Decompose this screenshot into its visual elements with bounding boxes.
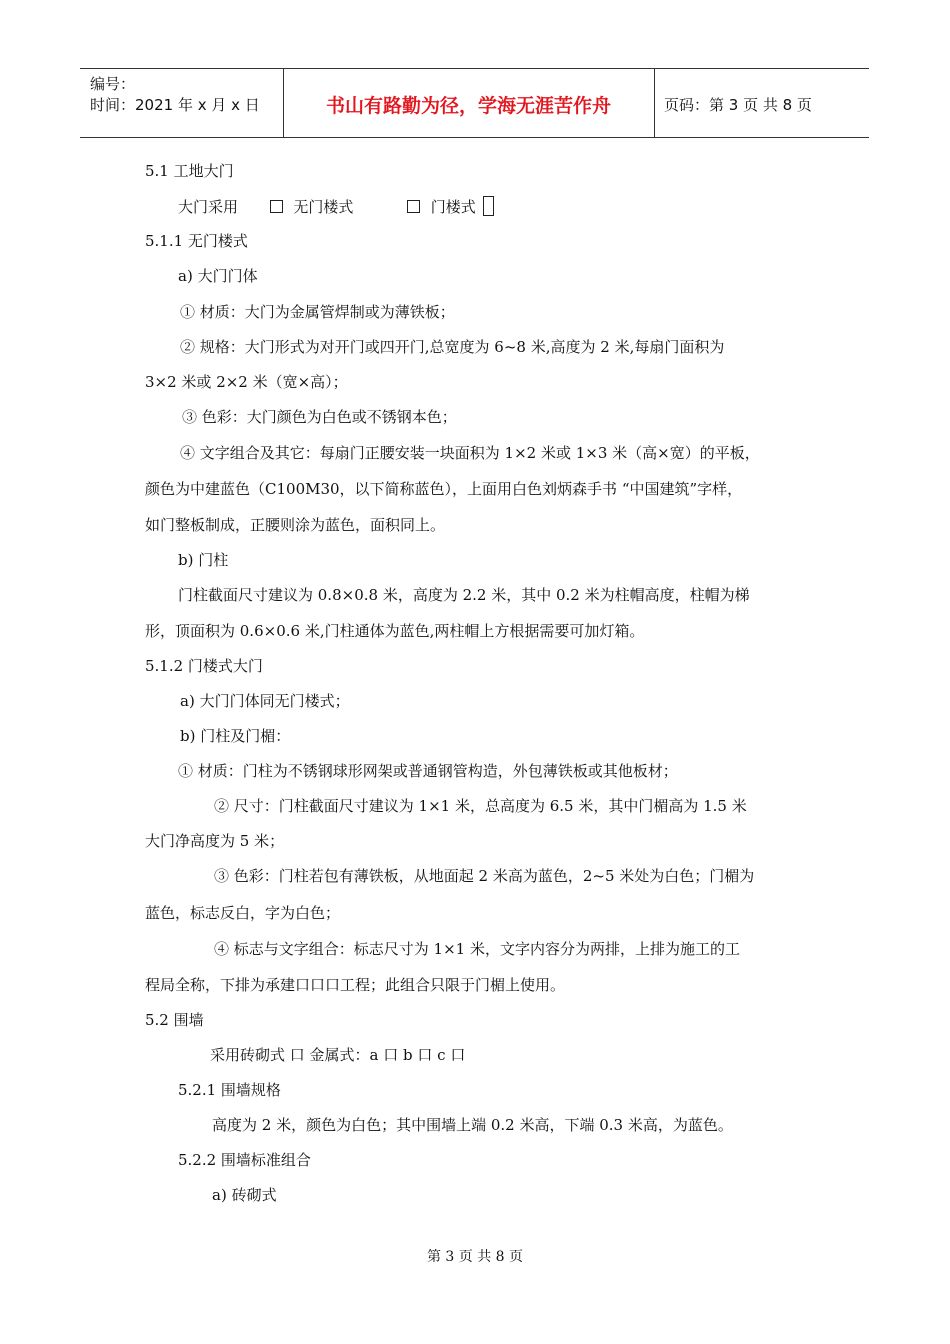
subsection-title-wall-combo: 5.2.2 围墙标准组合: [178, 1151, 311, 1169]
no-tower-item-text-line1: ④ 文字组合及其它：每扇门正腰安装一块面积为 1×2 米或 1×3 米（高×宽）的平板，: [180, 444, 760, 462]
tower-a-line: a) 大门门体同无门楼式；: [180, 692, 350, 710]
document-time: 时间：2021 年 x 月 x 日: [90, 96, 260, 114]
subsection-title-tower: 5.1.2 门楼式大门: [145, 657, 263, 675]
option-label-tower: 门楼式: [430, 198, 476, 216]
tower-item-material: ① 材质：门柱为不锈钢球形网架或普通钢管构造，外包薄铁板或其他板材；: [178, 762, 678, 780]
no-tower-item-text-line3: 如门整板制成，正腰则涂为蓝色，面积同上。: [145, 516, 446, 534]
gate-options-row: [178, 196, 494, 217]
tower-item-logo-line1: ④ 标志与文字组合：标志尺寸为 1×1 米，文字内容分为两排，上排为施工的工: [214, 940, 740, 958]
tower-item-logo-line2: 程局全称，下排为承建口口口工程；此组合只限于门楣上使用。: [145, 976, 566, 994]
wall-options-row: 采用砖砌式 口 金属式：a 口 b 口 c 口: [210, 1046, 466, 1064]
subsection-title-wall-spec: 5.2.1 围墙规格: [178, 1081, 281, 1099]
page-footer: 第 3 页 共 8 页: [426, 1249, 524, 1265]
header-meta-cell: [80, 69, 284, 137]
no-tower-b-title: b) 门柱: [178, 551, 229, 569]
tower-item-color-line2: 蓝色，标志反白，字为白色；: [145, 904, 341, 922]
section-title-wall: 5.2 围墙: [145, 1011, 204, 1029]
tower-item-size-line2: 大门净高度为 5 米；: [145, 832, 285, 850]
checkbox-tower[interactable]: [407, 200, 420, 213]
no-tower-item-material: ① 材质：大门为金属管焊制或为薄铁板；: [180, 303, 455, 321]
header-page-info: 页码：第 3 页 共 8 页: [664, 96, 812, 114]
page-header: [80, 68, 869, 138]
checkbox-no-tower[interactable]: [270, 200, 283, 213]
no-tower-a-title: a) 大门门体: [178, 267, 258, 285]
header-motto-cell: [283, 69, 655, 137]
subsection-title-no-tower: 5.1.1 无门楼式: [145, 232, 248, 250]
tower-b-line: b) 门柱及门楣：: [180, 727, 291, 745]
header-motto: 书山有路勤为径，学海无涯苦作舟: [325, 95, 611, 117]
document-number-label: 编号：: [90, 75, 136, 93]
wall-combo-a: a) 砖砌式: [212, 1186, 277, 1204]
tower-item-size-line1: ② 尺寸：门柱截面尺寸建议为 1×1 米，总高度为 6.5 米，其中门楣高为 1.5 米: [214, 797, 747, 815]
gate-adopt-label: 大门采用: [178, 198, 239, 216]
text-cursor-box: [483, 196, 494, 216]
no-tower-item-spec-line2: 3×2 米或 2×2 米（宽×高）；: [145, 373, 348, 391]
header-page-cell: [654, 69, 869, 137]
no-tower-item-text-line2: 颜色为中建蓝色（C100M30，以下简称蓝色），上面用白色刘炳森手书 “中国建筑”字样，: [145, 480, 743, 498]
wall-spec-text: 高度为 2 米，颜色为白色；其中围墙上端 0.2 米高，下端 0.3 米高，为蓝色。: [212, 1116, 733, 1134]
tower-item-color-line1: ③ 色彩：门柱若包有薄铁板，从地面起 2 米高为蓝色，2~5 米处为白色；门楣为: [214, 867, 755, 885]
no-tower-pillar-line1: 门柱截面尺寸建议为 0.8×0.8 米，高度为 2.2 米，其中 0.2 米为柱帽高度，柱帽为梯: [178, 586, 750, 604]
section-title-gate: 5.1 工地大门: [145, 162, 234, 180]
no-tower-pillar-line2: 形，顶面积为 0.6×0.6 米,门柱通体为蓝色,两柱帽上方根据需要可加灯箱。: [145, 622, 645, 640]
option-label-no-tower: 无门楼式: [293, 198, 354, 216]
no-tower-item-color: ③ 色彩：大门颜色为白色或不锈钢本色；: [182, 408, 457, 426]
no-tower-item-spec-line1: ② 规格：大门形式为对开门或四开门,总宽度为 6~8 米,高度为 2 米,每扇门面积为: [180, 338, 725, 356]
